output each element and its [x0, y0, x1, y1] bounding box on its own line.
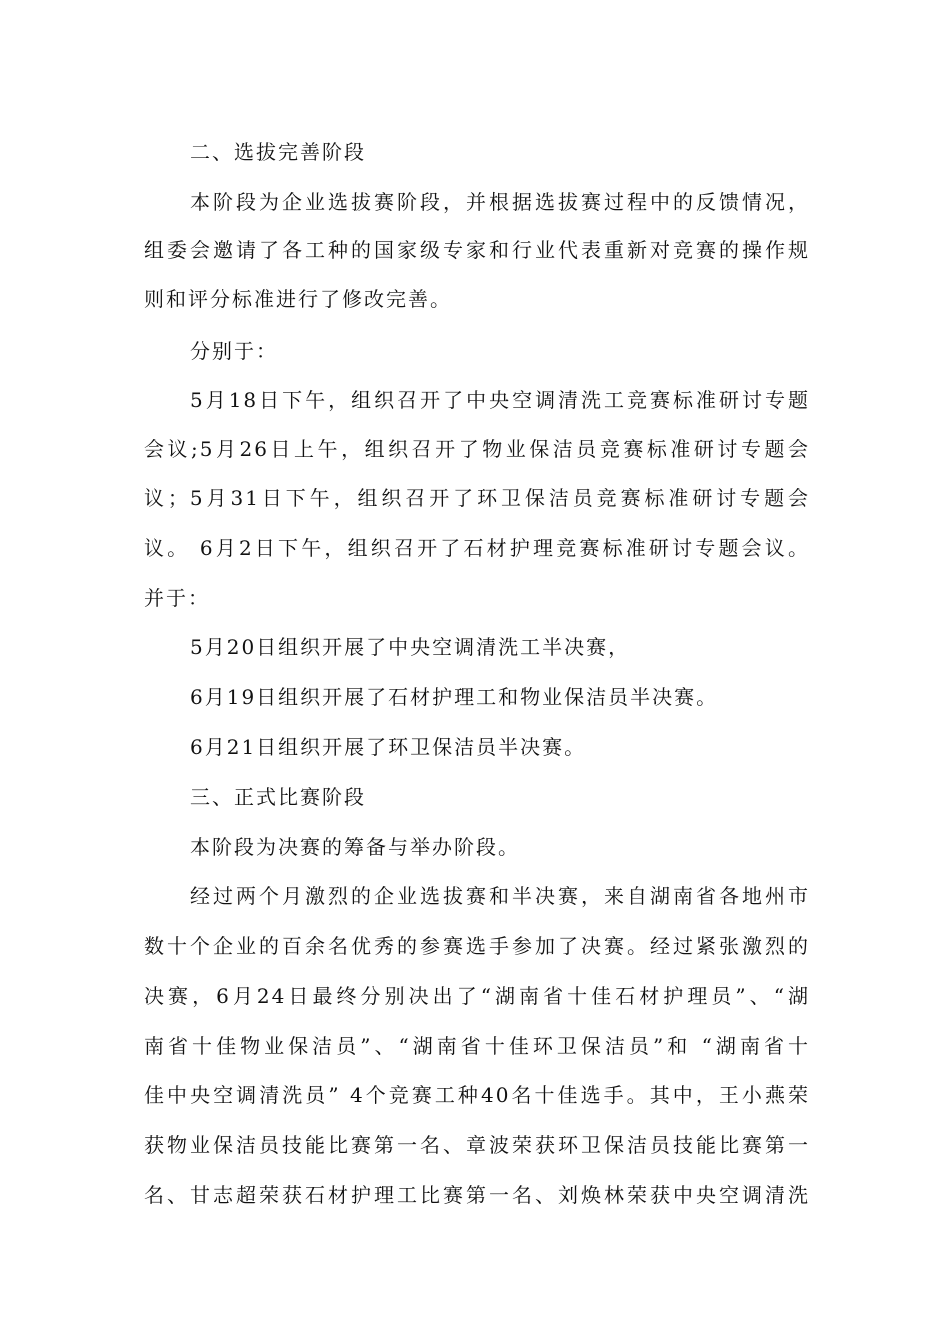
section-heading-selection: 二、选拔完善阶段: [190, 140, 366, 164]
paragraph-line: 名、甘志超荣获石材护理工比赛第一名、刘焕林荣获中央空调清洗: [144, 1183, 810, 1207]
paragraph-line: 数十个企业的百余名优秀的参赛选手参加了决赛。经过紧张激烈的: [144, 934, 810, 958]
paragraph-line: 议；5月31日下午，组织召开了环卫保洁员竞赛标准研讨专题会: [144, 486, 810, 510]
paragraph-line: 分别于：: [190, 339, 278, 363]
paragraph-line: 决赛，6月24日最终分别决出了“湖南省十佳石材护理员”、“湖: [144, 984, 810, 1008]
list-item: 6月21日组织开展了环卫保洁员半决赛。: [190, 735, 587, 759]
paragraph-line: 议。 6月2日下午，组织召开了石材护理竞赛标准研讨专题会议。: [144, 536, 810, 560]
paragraph-line: 佳中央空调清洗员” 4个竞赛工种40名十佳选手。其中，王小燕荣: [144, 1083, 810, 1107]
paragraph-line: 获物业保洁员技能比赛第一名、章波荣获环卫保洁员技能比赛第一: [144, 1133, 810, 1157]
paragraph-line: 组委会邀请了各工种的国家级专家和行业代表重新对竞赛的操作规: [144, 238, 810, 262]
paragraph-line: 则和评分标准进行了修改完善。: [144, 287, 452, 311]
paragraph-line: 南省十佳物业保洁员”、“湖南省十佳环卫保洁员”和 “湖南省十: [144, 1034, 810, 1058]
paragraph-line: 并于：: [144, 586, 210, 610]
paragraph-line: 5月18日下午，组织召开了中央空调清洗工竞赛标准研讨专题: [190, 388, 810, 412]
paragraph-line: 本阶段为企业选拔赛阶段，并根据选拔赛过程中的反馈情况，: [190, 190, 810, 214]
paragraph-line: 本阶段为决赛的筹备与举办阶段。: [190, 835, 520, 859]
paragraph-line: 会议;5月26日上午，组织召开了物业保洁员竞赛标准研讨专题会: [144, 437, 810, 461]
list-item: 5月20日组织开展了中央空调清洗工半决赛，: [190, 635, 631, 659]
section-heading-formal: 三、正式比赛阶段: [190, 785, 366, 809]
list-item: 6月19日组织开展了石材护理工和物业保洁员半决赛。: [190, 685, 719, 709]
paragraph-line: 经过两个月激烈的企业选拔赛和半决赛，来自湖南省各地州市: [190, 884, 810, 908]
